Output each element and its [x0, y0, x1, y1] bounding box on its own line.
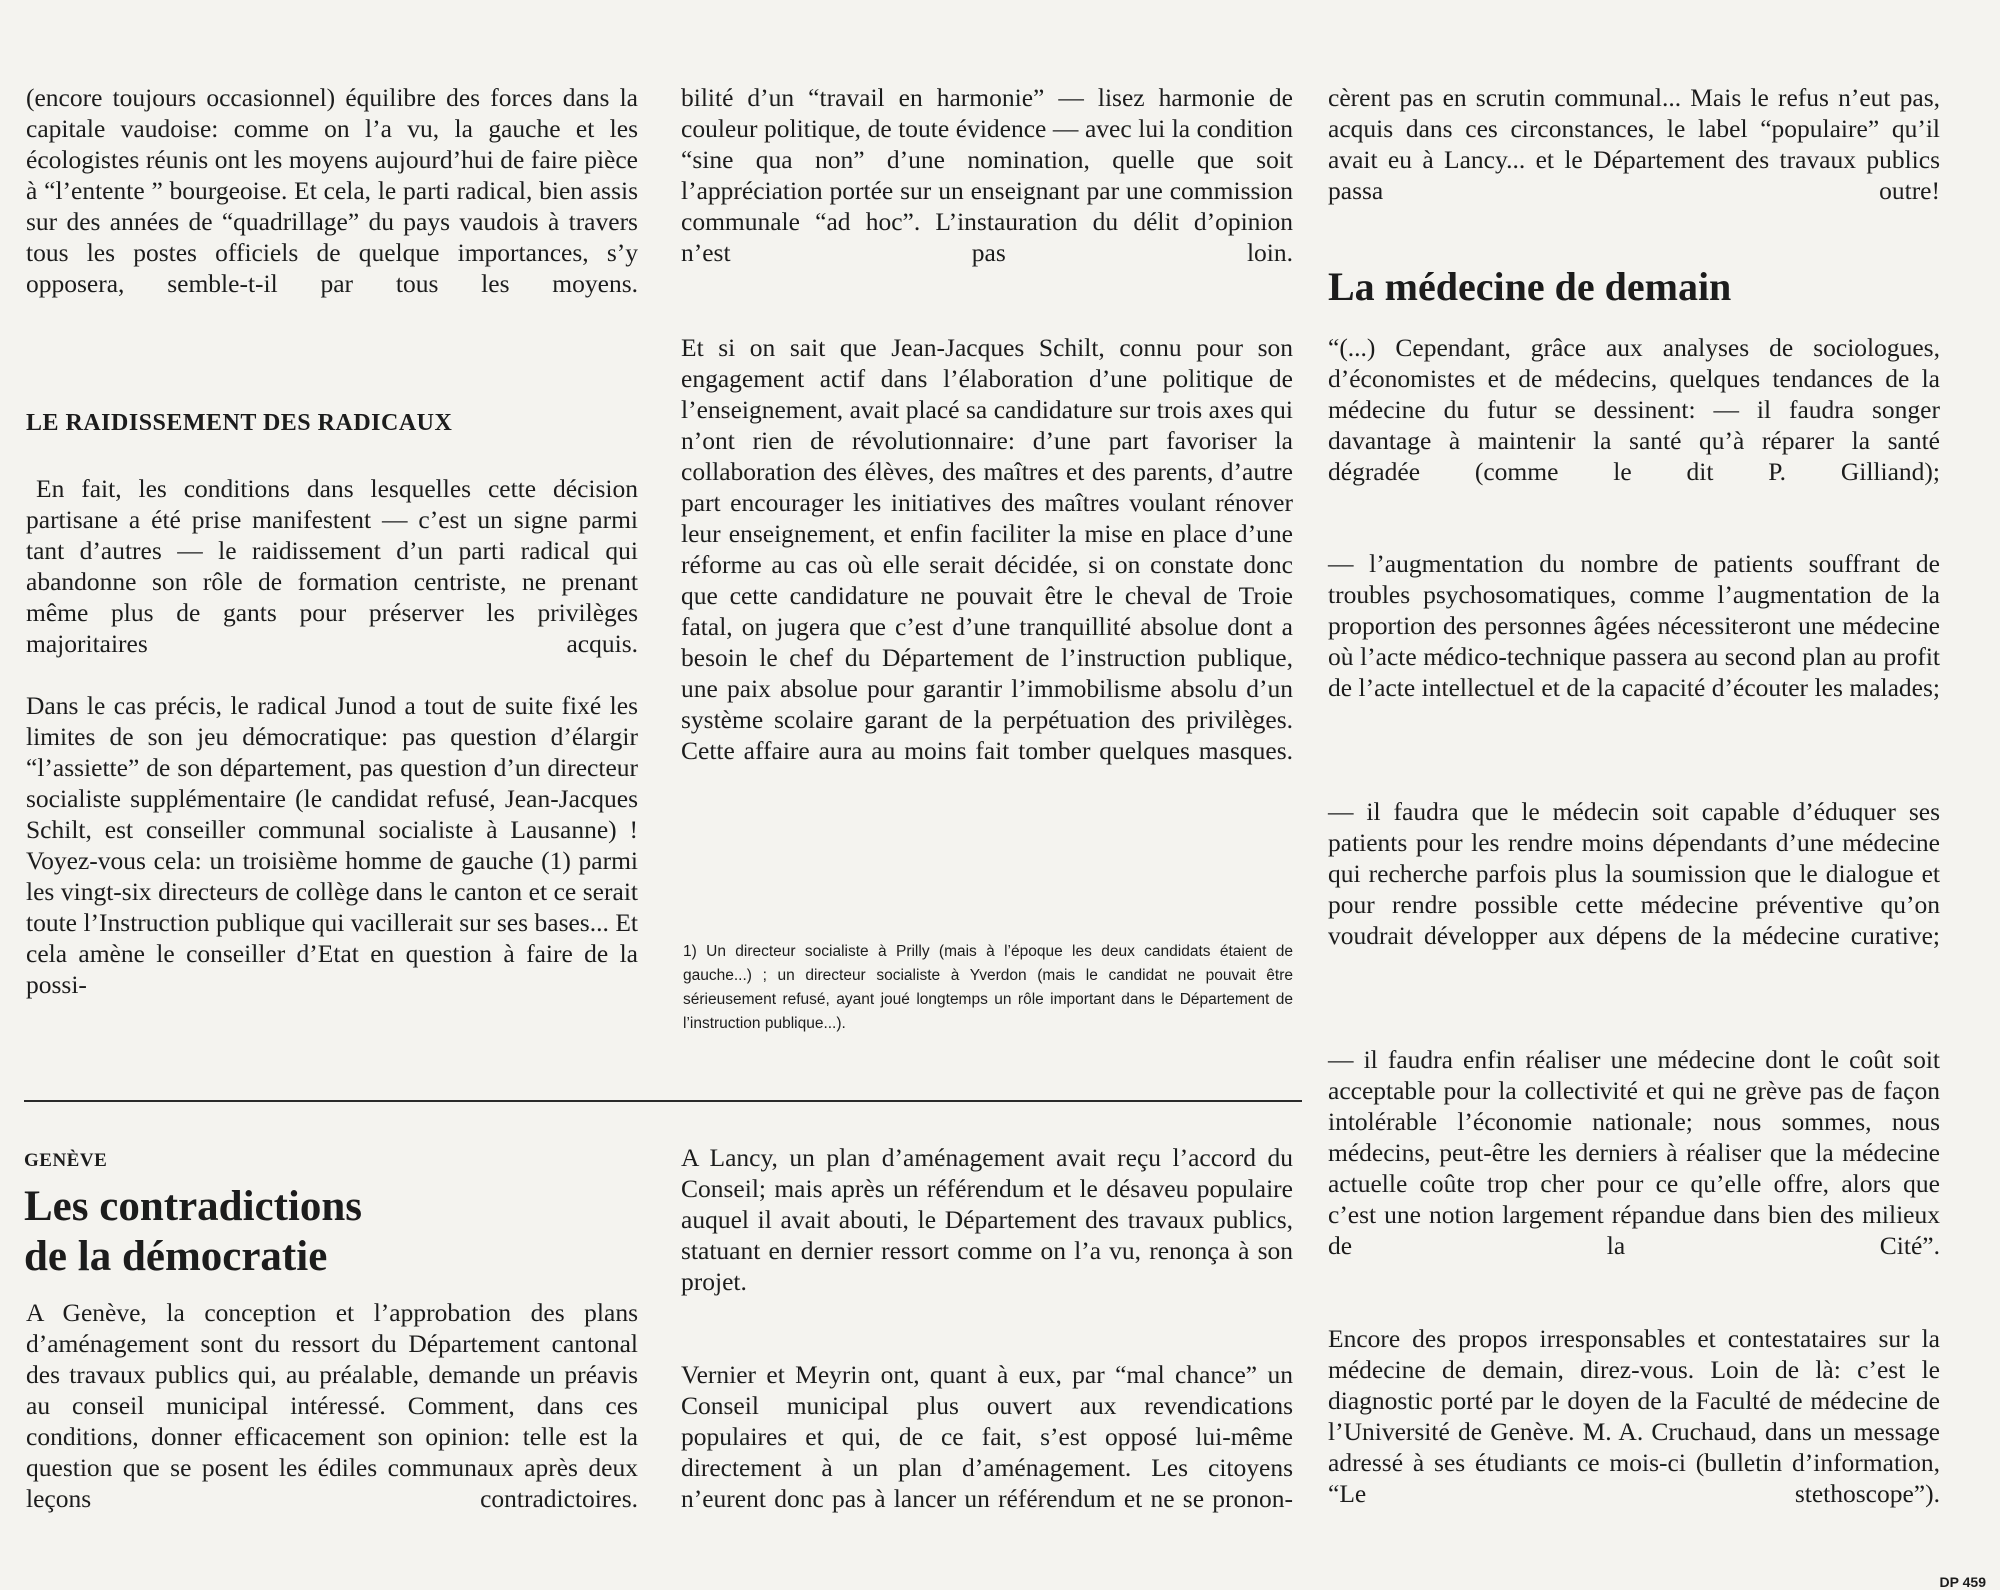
footnote: 1) Un directeur socialiste à Prilly (mais à l’époque les deux candidats étaient de gauche...) ; un directeur socialiste à Yverdon (mais le candidat ne pouvait être sérieusement refusé, ayant joué longtemps un rôle important dans le Département de l’instruction publique...). [683, 943, 1293, 1032]
article-headline-line1: Les contradictions [24, 1183, 363, 1230]
section-divider [24, 1100, 1302, 1102]
article-heading-medecine: La médecine de demain [1328, 264, 1732, 309]
col2-paragraph-1: bilité d’un “travail en harmonie” — lisez harmonie de couleur politique, de toute évidence — avec lui la condition “sine qua non” d’une nomination, quelle que soit l’appréciation portée sur un enseignant par une commission communale “ad hoc”. L’instauration du délit d’opinion n’est pas loin. [681, 83, 1293, 267]
section-heading-radicaux: LE RAIDISSEMENT DES RADICAUX [26, 410, 453, 436]
article-kicker-geneve: GENÈVE [24, 1150, 108, 1171]
quote-paragraph-4: — il faudra enfin réaliser une médecine dont le coût soit acceptable pour la collectivité et qui ne grève pas de façon intolérable l’économie nationale; nous sommes, nous médecins, peut-être les derniers à réaliser que la médecine actuelle coûte trop cher pour ce qu’elle offre, alors que c’est une notion largement répandue dans bien des milieux de la Cité”. [1328, 1045, 1940, 1260]
geneve-paragraph-3: Vernier et Meyrin ont, quant à eux, par “mal chance” un Conseil municipal plus ouvert aux revendications populaires et qui, de ce fait, s’est opposé lui-même directement à un plan d’aménagement. Les citoyens n’eurent donc pas à lancer un référendum et ne se pronon- [681, 1360, 1293, 1513]
col3-intro-paragraph: cèrent pas en scrutin communal... Mais le refus n’eut pas, acquis dans ces circonstances, le label “populaire” qu’il avait eu à Lancy... et le Département des travaux publics passa outre! [1328, 83, 1940, 205]
page-number: DP 459 [1939, 1574, 1986, 1590]
geneve-paragraph-2: A Lancy, un plan d’aménagement avait reçu l’accord du Conseil; mais après un référendum et le désaveu populaire auquel il avait abouti, le Département des travaux publics, statuant en dernier ressort comme on l’a vu, renonça à son projet. [681, 1143, 1293, 1296]
quote-paragraph-3: — il faudra que le médecin soit capable d’éduquer ses patients pour les rendre moins dépendants d’une médecine qui recherche parfois plus la soumission que le dialogue et pour rendre possible cette médecine préventive qu’on voudrait développer aux dépens de la médecine curative; [1328, 797, 1940, 950]
col2-paragraph-2: Et si on sait que Jean-Jacques Schilt, connu pour son engagement actif dans l’élaboration d’une politique de l’enseignement, avait placé sa candidature sur trois axes qui n’ont rien de révolutionnaire: d’une part favoriser la collaboration des élèves, des maîtres et des parents, d’autre part encourager les initiatives des maîtres voulant rénover leur enseignement, et enfin faciliter la mise en place d’une réforme au cas où elle serait décidée, si on constate donc que cette candidature ne pouvait être le cheval de Troie fatal, on jugera que c’est d’une tranquillité absolue dont a besoin le chef du Département de l’instruction publique, une paix absolue pour garantir l’immobilisme absolu d’un système scolaire garant de la perpétuation des privilèges. Cette affaire aura au moins fait tomber quelques masques. [681, 333, 1293, 765]
quote-paragraph-1: “(...) Cependant, grâce aux analyses de sociologues, d’économistes et de médecins, quelques tendances de la médecine du futur se dessinent: — il faudra songer davantage à maintenir la santé qu’à réparer la santé dégradée (comme le dit P. Gilliand); [1328, 333, 1940, 486]
article-headline-line2: de la démocratie [24, 1233, 328, 1280]
col1-paragraph-2: Dans le cas précis, le radical Junod a tout de suite fixé les limites de son jeu démocratique: pas question d’élargir “l’assiette” de son département, pas question d’un directeur socialiste supplémentaire (le candidat refusé, Jean-Jacques Schilt, est conseiller communal socialiste à Lausanne) ! Voyez-vous cela: un troisième homme de gauche (1) parmi les vingt-six directeurs de collège dans le canton et ce serait toute l’Instruction publique qui vacillerait sur ses bases... Et cela amène le conseiller d’Etat en question à faire de la possi- [26, 691, 638, 999]
col3-closing-paragraph: Encore des propos irresponsables et contestataires sur la médecine de demain, direz-vous. Loin de là: c’est le diagnostic porté par le doyen de la Faculté de médecine de l’Université de Genève. M. A. Cruchaud, dans un message adressé à ses étudiants ce mois-ci (bulletin d’information, “Le stethoscope”). [1328, 1324, 1940, 1508]
col1-intro-paragraph: (encore toujours occasionnel) équilibre des forces dans la capitale vaudoise: comme on l’a vu, la gauche et les écologistes réunis ont les moyens aujourd’hui de faire pièce à “l’entente ” bourgeoise. Et cela, le parti radical, bien assis sur des années de “quadrillage” du pays vaudois à travers tous les postes officiels de quelque importances, s’y opposera, semble-t-il par tous les moyens. [26, 83, 638, 298]
geneve-paragraph-1: A Genève, la conception et l’approbation des plans d’aménagement sont du ressort du Département cantonal des travaux publics qui, au préalable, demande un préavis au conseil municipal intéressé. Comment, dans ces conditions, donner efficacement son opinion: telle est la question que se posent les édiles communaux après deux leçons contradictoires. [26, 1298, 638, 1513]
col1-paragraph-1: En fait, les conditions dans lesquelles cette décision partisane a été prise manifestent — c’est un signe parmi tant d’autres — le raidissement d’un parti radical qui abandonne son rôle de formation centriste, ne prenant même plus de gants pour préserver les privilèges majoritaires acquis. [26, 474, 638, 658]
quote-paragraph-2: — l’augmentation du nombre de patients souffrant de troubles psychosomatiques, comme l’augmentation de la proportion des personnes âgées nécessiteront une médecine où l’acte médico-technique passera au second plan au profit de l’acte intellectuel et de la capacité d’écouter les malades; [1328, 549, 1940, 702]
